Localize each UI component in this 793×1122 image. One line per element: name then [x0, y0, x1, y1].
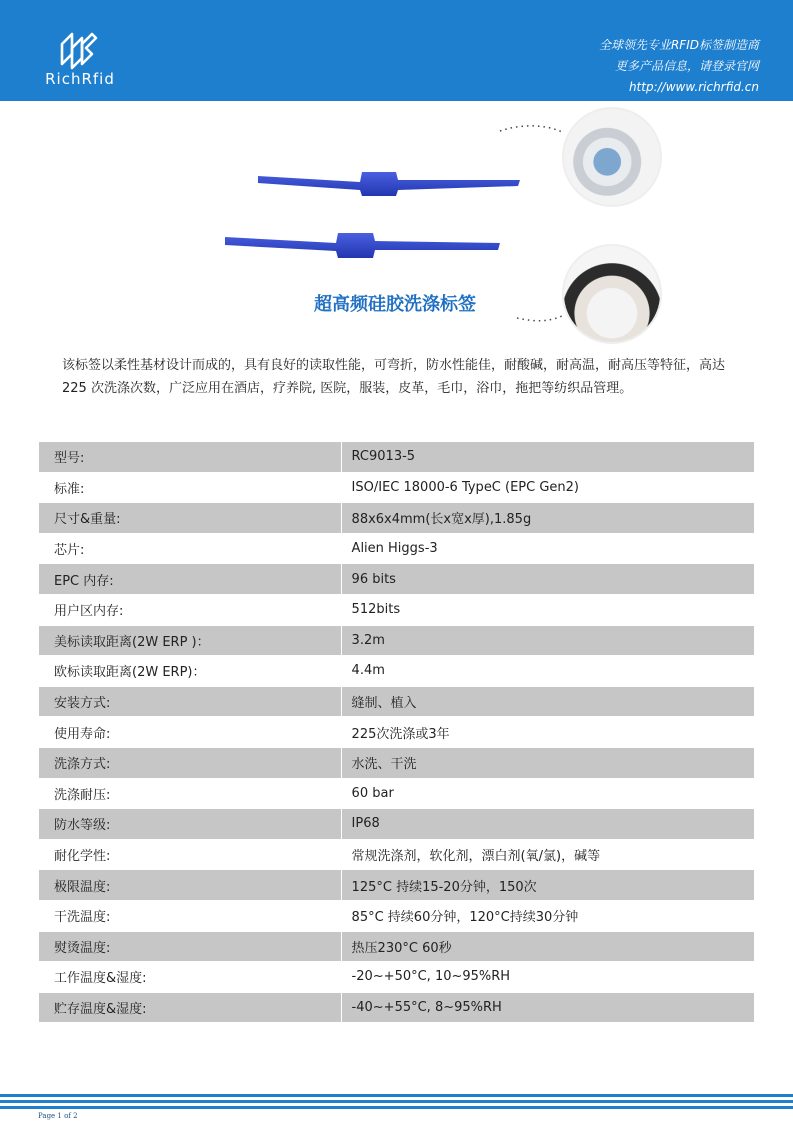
- tag-top: [258, 172, 520, 196]
- tag-bottom: [225, 233, 500, 258]
- table-row: [39, 992, 755, 1023]
- page-number: Page 1 of 2: [38, 1112, 78, 1120]
- spec-value: 缝制、植入: [341, 686, 754, 717]
- table-row: [39, 931, 755, 962]
- towels-photo: [562, 244, 662, 344]
- spec-value: 3.2m: [341, 625, 754, 656]
- spec-key: 干洗温度:: [39, 900, 342, 931]
- spec-key: 工作温度&湿度:: [39, 962, 342, 993]
- spec-value: 96 bits: [341, 564, 754, 595]
- footer-stripe: [0, 1106, 793, 1109]
- spec-key: 耐化学性:: [39, 839, 342, 870]
- footer-stripe: [0, 1094, 793, 1097]
- table-row: [39, 564, 755, 595]
- spec-key: 用户区内存:: [39, 594, 342, 625]
- product-title: 超高频硅胶洗涤标签: [314, 294, 476, 315]
- spec-key: 欧标读取距离(2W ERP)：: [39, 656, 342, 687]
- spec-value: 125°C 持续15-20分钟，150次: [341, 870, 754, 901]
- spec-value: ISO/IEC 18000-6 TypeC (EPC Gen2): [341, 472, 754, 503]
- spec-key: 极限温度:: [39, 870, 342, 901]
- spec-value: 85°C 持续60分钟，120°C持续30分钟: [341, 900, 754, 931]
- table-row: [39, 809, 755, 840]
- spec-value: 热压230°C 60秒: [341, 931, 754, 962]
- header-banner: [0, 0, 793, 101]
- spec-key: 熨烫温度:: [39, 931, 342, 962]
- table-row: [39, 625, 755, 656]
- spec-value: 常规洗涤剂，软化剂，漂白剂(氧/氯)，碱等: [341, 839, 754, 870]
- silicone-laundry-tag-image: [200, 150, 540, 280]
- table-row: [39, 594, 755, 625]
- table-row: [39, 686, 755, 717]
- table-row: [39, 472, 755, 503]
- spec-value: 水洗、干洗: [341, 747, 754, 778]
- product-description: 该标签以柔性基材设计而成的，具有良好的读取性能，可弯折，防水性能佳，耐酸碱，耐高温，耐高压等特征，高达 225 次洗涤次数，广泛应用在酒店，疗养院, 医院，服装，皮革，毛巾，浴巾，拖把等纺织品管理。: [62, 358, 726, 396]
- spec-value: 225次洗涤或3年: [341, 717, 754, 748]
- spec-key: 美标读取距离(2W ERP )：: [39, 625, 342, 656]
- header-slogan: 全球领先专业RFID标签制造商: [598, 38, 759, 52]
- spec-key: 型号:: [39, 442, 342, 473]
- table-row: [39, 442, 755, 473]
- spec-value: 60 bar: [341, 778, 754, 809]
- footer-stripe: [0, 1100, 793, 1103]
- spec-value: 512bits: [341, 594, 754, 625]
- table-row: [39, 870, 755, 901]
- table-row: [39, 747, 755, 778]
- brand-name: RichRfid: [45, 70, 115, 88]
- table-row: [39, 717, 755, 748]
- table-row: [39, 962, 755, 993]
- website-link[interactable]: http://www.richrfid.cn: [628, 80, 759, 94]
- spec-value: RC9013-5: [341, 442, 754, 473]
- spec-value: -20~+50°C, 10~95%RH: [341, 962, 754, 993]
- header-info: [599, 35, 759, 98]
- header-visit: 更多产品信息，请登录官网: [614, 59, 759, 73]
- spec-key: 使用寿命:: [39, 717, 342, 748]
- spec-value: 88x6x4mm(长x宽x厚),1.85g: [341, 503, 754, 534]
- spec-key: 洗涤耐压:: [39, 778, 342, 809]
- table-row: [39, 656, 755, 687]
- spec-value: -40~+55°C, 8~95%RH: [341, 992, 754, 1023]
- spec-key: 芯片:: [39, 533, 342, 564]
- spec-key: 洗涤方式:: [39, 747, 342, 778]
- spec-key: 防水等级:: [39, 809, 342, 840]
- spec-key: EPC 内存:: [39, 564, 342, 595]
- table-row: [39, 503, 755, 534]
- washing-machine-photo: [562, 107, 662, 207]
- table-row: [39, 778, 755, 809]
- table-row: [39, 839, 755, 870]
- spec-value: 4.4m: [341, 656, 754, 687]
- spec-key: 贮存温度&湿度:: [39, 992, 342, 1023]
- table-row: [39, 900, 755, 931]
- spec-key: 尺寸&重量:: [39, 503, 342, 534]
- spec-value: Alien Higgs-3: [341, 533, 754, 564]
- table-row: [39, 533, 755, 564]
- spec-key: 标准:: [39, 472, 342, 503]
- spec-table: [38, 441, 755, 1023]
- spec-key: 安装方式:: [39, 686, 342, 717]
- spec-value: IP68: [341, 809, 754, 840]
